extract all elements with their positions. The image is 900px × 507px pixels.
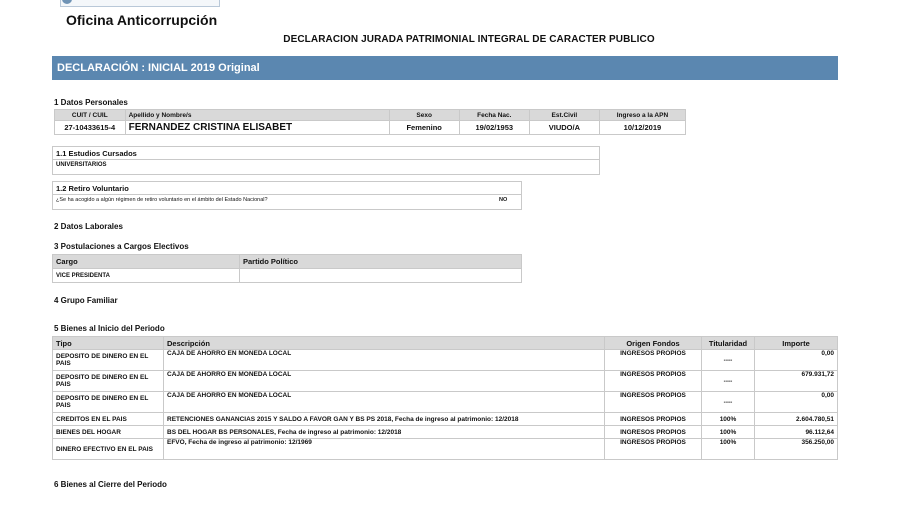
origen-cell: INGRESOS PROPIOS	[605, 413, 702, 426]
column-header: CUIT / CUIL	[55, 110, 126, 121]
descripcion-cell: CAJA DE AHORRO EN MONEDA LOCAL	[164, 350, 605, 371]
column-header: Cargo	[53, 255, 240, 269]
bienes-inicio-table	[52, 336, 838, 460]
section-title-estudios: 1.1 Estudios Cursados	[53, 147, 599, 160]
postulaciones-table	[52, 254, 522, 283]
importe-cell: 356.250,00	[755, 439, 838, 460]
cargo-value: VICE PRESIDENTA	[53, 269, 240, 283]
table-row	[53, 426, 838, 439]
titularidad-cell: 100%	[702, 413, 755, 426]
tipo-cell: DEPOSITO DE DINERO EN EL PAIS	[53, 392, 164, 413]
marital-status-value: VIUDO/A	[529, 121, 599, 135]
retiro-question: ¿Se ha acogido a algún régimen de retiro voluntario en el ámbito del Estado Nacional?	[56, 197, 268, 203]
section-title-grupo-familiar: 4 Grupo Familiar	[54, 296, 118, 305]
column-header: Sexo	[389, 110, 459, 121]
titularidad-cell: ----	[702, 392, 755, 413]
origen-cell: INGRESOS PROPIOS	[605, 371, 702, 392]
tipo-cell: DINERO EFECTIVO EN EL PAIS	[53, 439, 164, 460]
column-header: Origen Fondos	[605, 337, 702, 350]
column-header: Partido Político	[240, 255, 522, 269]
titularidad-cell: 100%	[702, 426, 755, 439]
origen-cell: INGRESOS PROPIOS	[605, 392, 702, 413]
retiro-question-row	[53, 195, 521, 205]
titularidad-cell: ----	[702, 371, 755, 392]
table-row	[53, 269, 522, 283]
studies-value: UNIVERSITARIOS	[56, 162, 107, 168]
origen-cell: INGRESOS PROPIOS	[605, 350, 702, 371]
declaration-banner-text: DECLARACIÓN : INICIAL 2019 Original	[57, 62, 260, 74]
titularidad-cell: ----	[702, 350, 755, 371]
table-row	[53, 413, 838, 426]
birth-date-value: 19/02/1953	[459, 121, 529, 135]
column-header: Importe	[755, 337, 838, 350]
table-row	[55, 121, 686, 135]
importe-cell: 2.604.780,51	[755, 413, 838, 426]
logo-strip	[60, 0, 220, 7]
partido-value	[240, 269, 522, 283]
column-header: Descripción	[164, 337, 605, 350]
section-title-datos-laborales: 2 Datos Laborales	[54, 222, 123, 231]
table-header-row	[55, 110, 686, 121]
descripcion-cell: EFVO, Fecha de ingreso al patrimonio: 12/1969	[164, 439, 605, 460]
section-title-retiro: 1.2 Retiro Voluntario	[53, 182, 521, 195]
declaration-banner	[52, 56, 838, 80]
column-header: Titularidad	[702, 337, 755, 350]
origen-cell: INGRESOS PROPIOS	[605, 426, 702, 439]
table-row	[53, 439, 838, 460]
column-header: Apellido y Nombre/s	[125, 110, 389, 121]
org-name: Oficina Anticorrupción	[66, 12, 218, 28]
studies-box	[52, 146, 600, 175]
section-title-postulaciones: 3 Postulaciones a Cargos Electivos	[54, 242, 189, 251]
column-header: Tipo	[53, 337, 164, 350]
column-header: Fecha Nac.	[459, 110, 529, 121]
section-title-bienes-inicio: 5 Bienes al Inicio del Periodo	[54, 324, 165, 333]
importe-cell: 96.112,64	[755, 426, 838, 439]
table-row	[53, 392, 838, 413]
column-header: Est.Civil	[529, 110, 599, 121]
tipo-cell: CREDITOS EN EL PAIS	[53, 413, 164, 426]
personal-data-table	[54, 109, 686, 135]
tipo-cell: DEPOSITO DE DINERO EN EL PAIS	[53, 371, 164, 392]
titularidad-cell: 100%	[702, 439, 755, 460]
sex-value: Femenino	[389, 121, 459, 135]
importe-cell: 0,00	[755, 392, 838, 413]
origen-cell: INGRESOS PROPIOS	[605, 439, 702, 460]
table-header-row	[53, 337, 838, 350]
full-name-value: FERNANDEZ CRISTINA ELISABET	[125, 121, 389, 135]
descripcion-cell: CAJA DE AHORRO EN MONEDA LOCAL	[164, 371, 605, 392]
column-header: Ingreso a la APN	[599, 110, 685, 121]
retiro-box	[52, 181, 522, 210]
importe-cell: 679.931,72	[755, 371, 838, 392]
cuit-value: 27-10433615-4	[55, 121, 126, 135]
descripcion-cell: BS DEL HOGAR BS PERSONALES, Fecha de ingreso al patrimonio: 12/2018	[164, 426, 605, 439]
section-title-bienes-cierre: 6 Bienes al Cierre del Periodo	[54, 480, 167, 489]
retiro-answer: NO	[499, 197, 508, 203]
importe-cell: 0,00	[755, 350, 838, 371]
apn-entry-date-value: 10/12/2019	[599, 121, 685, 135]
section-title-datos-personales: 1 Datos Personales	[54, 98, 128, 107]
table-row	[53, 350, 838, 371]
tipo-cell: BIENES DEL HOGAR	[53, 426, 164, 439]
document-title: DECLARACION JURADA PATRIMONIAL INTEGRAL DE CARACTER PUBLICO	[283, 34, 655, 45]
table-row	[53, 371, 838, 392]
tipo-cell: DEPOSITO DE DINERO EN EL PAIS	[53, 350, 164, 371]
descripcion-cell: CAJA DE AHORRO EN MONEDA LOCAL	[164, 392, 605, 413]
table-header-row	[53, 255, 522, 269]
descripcion-cell: RETENCIONES GANANCIAS 2015 Y SALDO A FAVOR GAN Y BS PS 2018, Fecha de ingreso al patrimonio: 12/2018	[164, 413, 605, 426]
